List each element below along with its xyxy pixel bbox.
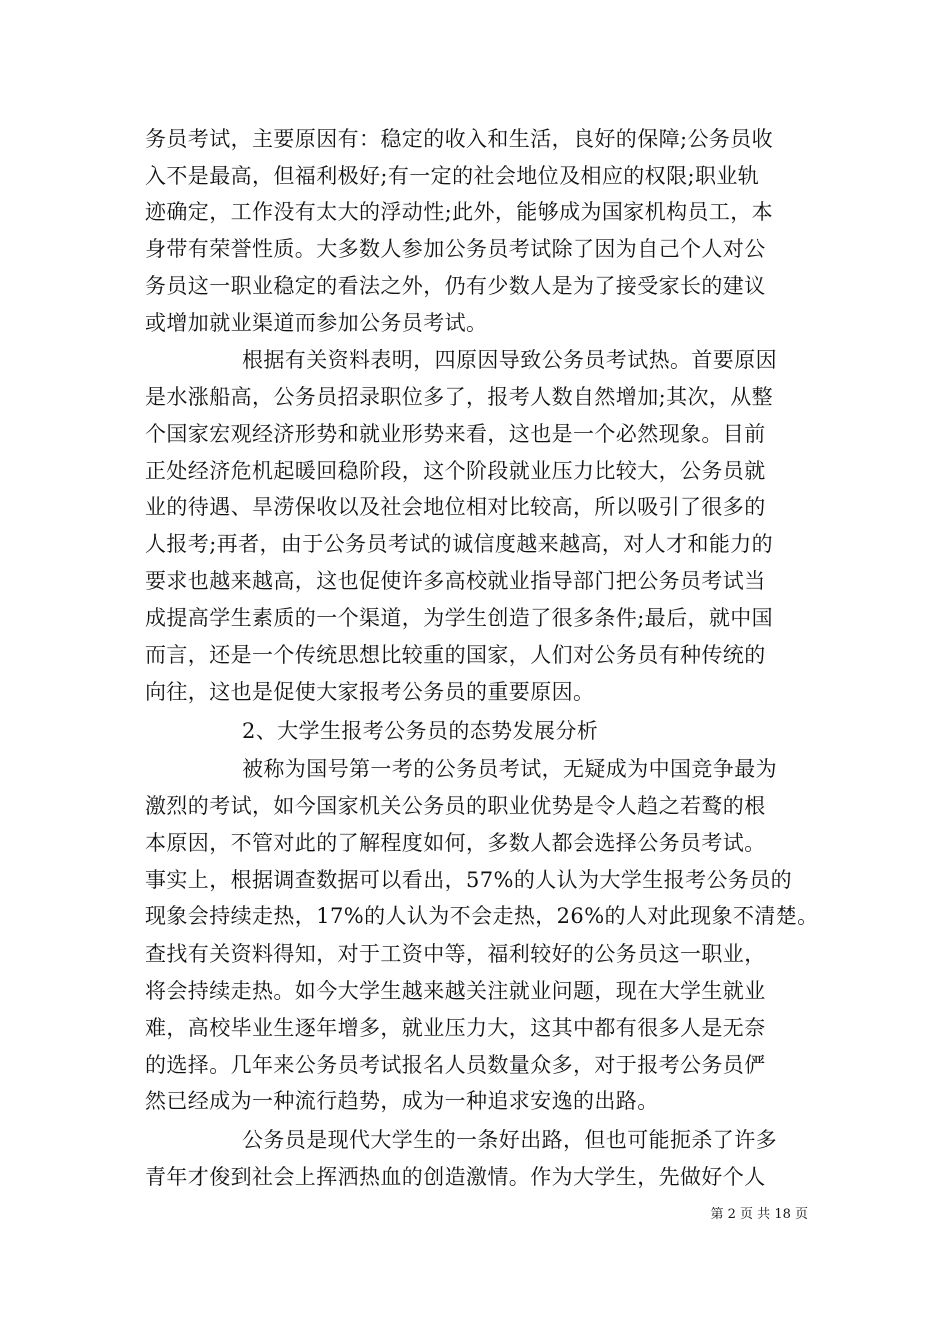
- text-line: 业的待遇、旱涝保收以及社会地位相对比较高，所以吸引了很多的: [145, 495, 766, 519]
- text-line: 然已经成为一种流行趋势，成为一种追求安逸的出路。: [145, 1089, 659, 1113]
- text-line: 而言，还是一个传统思想比较重的国家，人们对公务员有种传统的: [145, 643, 766, 667]
- text-line: 入不是最高，但福利极好;有一定的社会地位及相应的权限;职业轨: [145, 164, 760, 188]
- text-line: 身带有荣誉性质。大多数人参加公务员考试除了因为自己个人对公: [145, 237, 766, 261]
- text-line: 或增加就业渠道而参加公务员考试。: [145, 311, 488, 335]
- text-line: 事实上，根据调查数据可以看出，57%的人认为大学生报考公务员的: [145, 868, 793, 892]
- text-line: 的选择。几年来公务员考试报名人员数量众多，对于报考公务员俨: [145, 1053, 766, 1077]
- text-line: 正处经济危机起暖回稳阶段，这个阶段就业压力比较大，公务员就: [145, 459, 766, 483]
- text-line: 难，高校毕业生逐年增多，就业压力大，这其中都有很多人是无奈: [145, 1016, 766, 1040]
- text-line: 成提高学生素质的一个渠道，为学生创造了很多条件;最后，就中国: [145, 606, 774, 630]
- text-line: 将会持续走热。如今大学生越来越关注就业问题，现在大学生就业: [145, 979, 766, 1003]
- text-line: 查找有关资料得知，对于工资中等，福利较好的公务员这一职业，: [145, 942, 766, 966]
- text-line: 要求也越来越高，这也促使许多高校就业指导部门把公务员考试当: [145, 569, 766, 593]
- text-line: 公务员是现代大学生的一条好出路，但也可能扼杀了许多: [242, 1128, 777, 1152]
- text-line: 迹确定，工作没有太大的浮动性;此外，能够成为国家机构员工，本: [145, 200, 774, 224]
- text-line: 激烈的考试，如今国家机关公务员的职业优势是令人趋之若鹜的根: [145, 794, 766, 818]
- text-line: 向往，这也是促使大家报考公务员的重要原因。: [145, 680, 595, 704]
- text-line: 根据有关资料表明，四原因导致公务员考试热。首要原因: [242, 348, 777, 372]
- text-line: 2、大学生报考公务员的态势发展分析: [242, 719, 599, 743]
- page-footer: 第 2 页 共 18 页: [710, 1207, 808, 1222]
- text-line: 人报考;再者，由于公务员考试的诚信度越来越高，对人才和能力的: [145, 532, 774, 556]
- text-line: 本原因，不管对此的了解程度如何，多数人都会选择公务员考试。: [145, 831, 766, 855]
- text-line: 现象会持续走热，17%的人认为不会走热，26%的人对此现象不清楚。: [145, 904, 819, 928]
- text-line: 被称为国号第一考的公务员考试，无疑成为中国竞争最为: [242, 757, 777, 781]
- text-line: 务员这一职业稳定的看法之外，仍有少数人是为了接受家长的建议: [145, 274, 766, 298]
- text-line: 是水涨船高，公务员招录职位多了，报考人数自然增加;其次，从整: [145, 385, 774, 409]
- text-line: 务员考试，主要原因有：稳定的收入和生活，良好的保障;公务员收: [145, 127, 774, 151]
- text-line: 青年才俊到社会上挥洒热血的创造激情。作为大学生，先做好个人: [145, 1165, 766, 1189]
- text-line: 个国家宏观经济形势和就业形势来看，这也是一个必然现象。目前: [145, 422, 766, 446]
